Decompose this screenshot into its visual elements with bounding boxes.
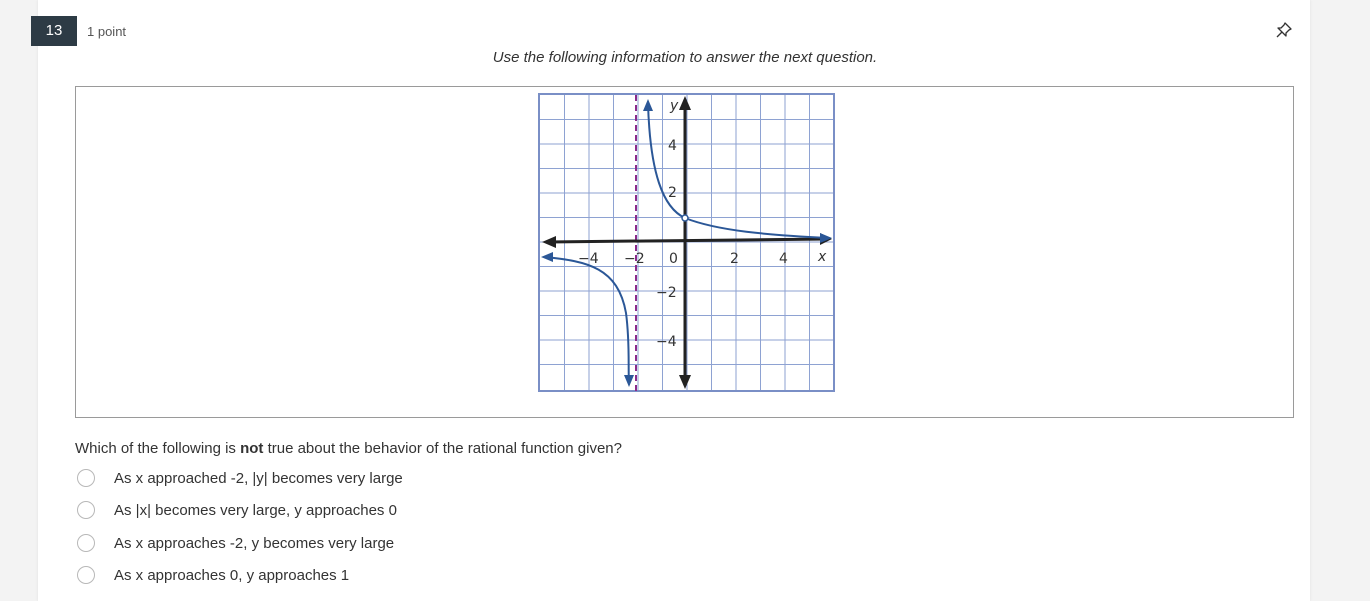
y-axis-label: y: [670, 98, 679, 114]
y-axis-top-arrow: [679, 96, 691, 110]
radio-button[interactable]: [77, 501, 95, 519]
answer-option-1[interactable]: [75, 466, 675, 490]
curve-arrow-left: [541, 252, 553, 262]
y-tick-label: −4: [656, 334, 677, 350]
pin-icon[interactable]: [1273, 19, 1295, 41]
answer-option-3[interactable]: [75, 531, 675, 555]
x-tick-label: −2: [624, 251, 645, 267]
answer-option-label: As |x| becomes very large, y approaches 0: [114, 501, 397, 519]
radio-button[interactable]: [77, 566, 95, 584]
prompt-text-end: true about the behavior of the rational function given?: [263, 440, 622, 457]
rational-function-graph: [538, 93, 836, 398]
curve-arrow-top: [643, 99, 653, 111]
x-tick-label: 2: [730, 251, 739, 267]
y-tick-label: 2: [668, 185, 677, 201]
hole-point: [682, 215, 688, 221]
answer-option-4[interactable]: [75, 563, 675, 587]
instruction-text: Use the following information to answer the next question.: [492, 49, 878, 66]
x-axis-left-arrow: [542, 236, 556, 248]
question-number: 13: [31, 16, 77, 46]
question-prompt: [75, 440, 622, 457]
curve-arrow-bottom: [624, 375, 634, 387]
y-tick-label: −2: [656, 285, 677, 301]
y-tick-label: 4: [668, 138, 677, 154]
answer-option-2[interactable]: [75, 498, 675, 522]
x-tick-label: 4: [779, 251, 788, 267]
answer-option-label: As x approaches 0, y approaches 1: [114, 566, 350, 584]
x-tick-label: 0: [669, 251, 678, 267]
prompt-emphasis: not: [240, 440, 264, 457]
question-points: 1 point: [87, 24, 127, 39]
graph-svg: [538, 93, 836, 393]
answer-option-label: As x approached -2, |y| becomes very large: [114, 469, 403, 487]
x-tick-label: −4: [578, 251, 599, 267]
answer-option-label: As x approaches -2, y becomes very large: [114, 534, 395, 552]
radio-button[interactable]: [77, 534, 95, 552]
prompt-text: Which of the following is: [75, 440, 241, 457]
y-axis-bottom-arrow: [679, 375, 691, 389]
radio-button[interactable]: [77, 469, 95, 487]
x-axis-label: x: [818, 249, 827, 265]
